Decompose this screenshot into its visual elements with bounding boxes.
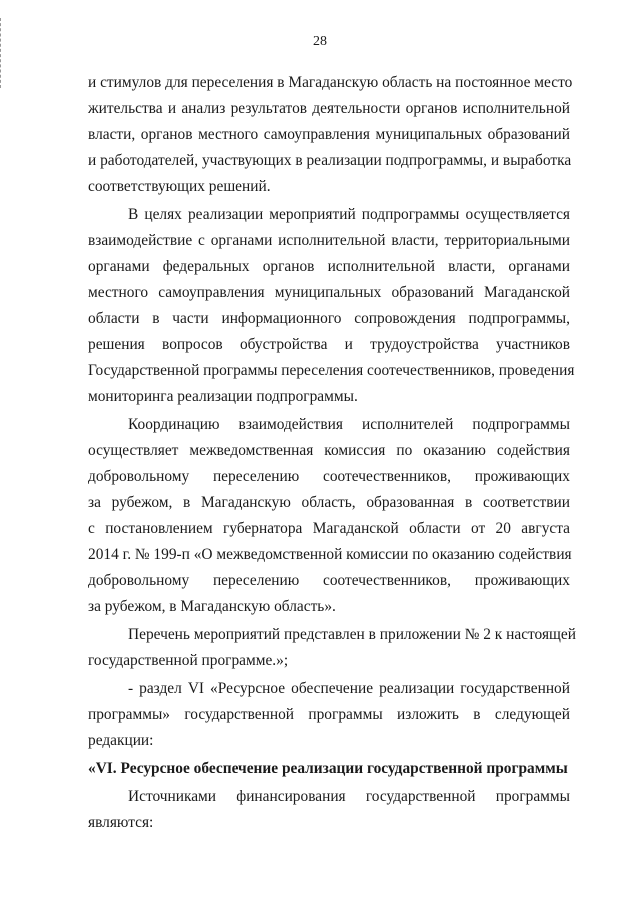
paragraph-6 — [88, 784, 570, 836]
text-line: за рубежом, в Магаданскую область, образованная в соответствии — [88, 494, 570, 511]
text-line: добровольному переселению соотечественников, проживающих — [88, 572, 570, 589]
text-line: осуществляет межведомственная комиссия по оказанию содействия — [88, 442, 570, 459]
paragraph-5 — [88, 676, 570, 754]
paragraph-2 — [88, 202, 575, 410]
text-line: и работодателей, участвующих в реализации подпрограммы, и выработка — [88, 152, 572, 169]
text-line: В целях реализации мероприятий подпрограммы осуществляется — [128, 206, 570, 223]
paragraph-3 — [88, 412, 570, 620]
text-line: Координацию взаимодействия исполнителей подпрограммы — [128, 416, 570, 433]
text-line: - раздел VI «Ресурсное обеспечение реализации государственной — [128, 680, 570, 697]
text-line: 2014 г. № 199-п «О межведомственной комиссии по оказанию содействия — [88, 546, 572, 563]
text-line: Источниками финансирования государственной программы — [128, 788, 570, 805]
document-body — [88, 70, 576, 836]
text-line: области в части информационного сопровождения подпрограммы, — [88, 310, 570, 327]
text-line: мониторинга реализации подпрограммы. — [88, 388, 358, 405]
text-line: Государственной программы переселения соотечественников, проведения — [88, 362, 575, 379]
section-heading: «VI. Ресурсное обеспечение реализации государственной программы — [88, 760, 568, 777]
paragraph-4 — [88, 622, 576, 674]
text-line: решения вопросов обустройства и трудоустройства участников — [88, 336, 570, 353]
text-line: программы» государственной программы изложить в следующей — [88, 706, 570, 723]
text-line: и стимулов для переселения в Магаданскую область на постоянное место — [88, 74, 573, 91]
text-line: являются: — [88, 814, 154, 831]
text-line: органами федеральных органов исполнительной власти, органами — [88, 258, 570, 275]
text-line: государственной программе.»; — [88, 652, 289, 669]
text-line: за рубежом, в Магаданскую область». — [88, 598, 336, 615]
text-line: добровольному переселению соотечественников, проживающих — [88, 468, 570, 485]
text-line: жительства и анализ результатов деятельности органов исполнительной — [88, 100, 570, 117]
text-line: местного самоуправления муниципальных образований Магаданской — [88, 284, 570, 301]
text-line: власти, органов местного самоуправления муниципальных образований — [88, 126, 570, 143]
scan-edge-mark — [0, 18, 4, 88]
paragraph-1 — [88, 70, 573, 200]
text-line: с постановлением губернатора Магаданской области от 20 августа — [88, 520, 570, 537]
text-line: взаимодействие с органами исполнительной власти, территориальными — [88, 232, 570, 249]
text-line: соответствующих решений. — [88, 178, 271, 195]
page-number: 28 — [313, 34, 327, 49]
text-line: Перечень мероприятий представлен в приложении № 2 к настоящей — [128, 626, 576, 643]
text-line: редакции: — [88, 732, 154, 749]
